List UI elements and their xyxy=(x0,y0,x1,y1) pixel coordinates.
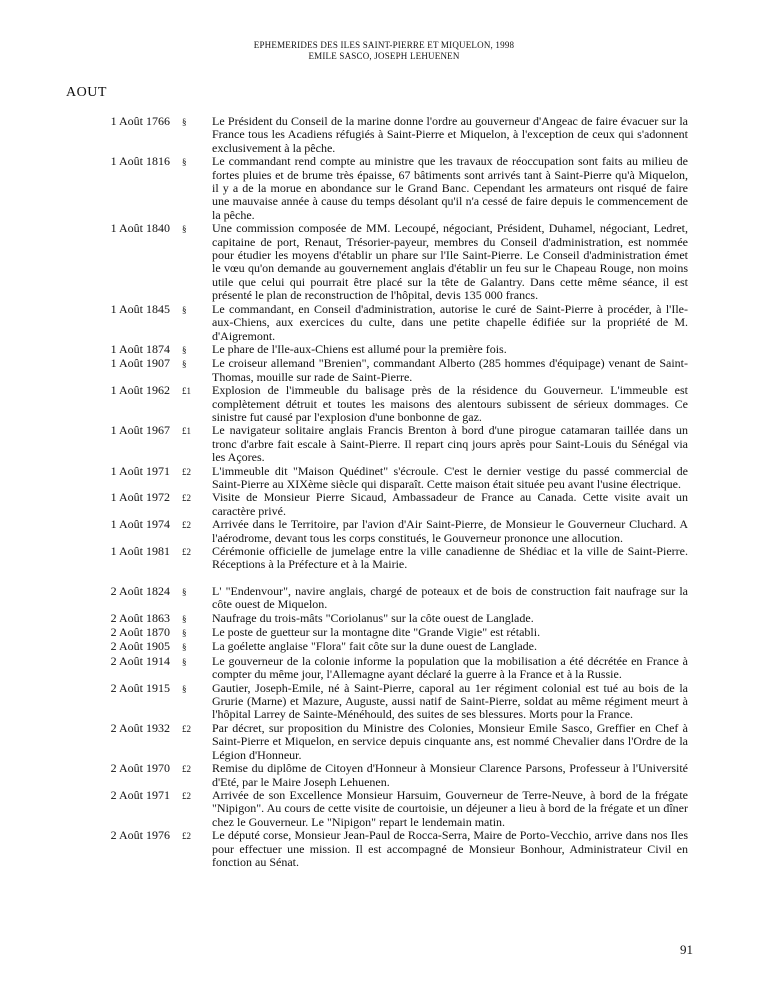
entry-row xyxy=(0,491,768,518)
entry-text: Arrivée de son Excellence Monsieur Harsuim, Gouverneur de Terre-Neuve, à bord de la frégate "Nipigon". Au cours de cette visite de courtoisie, un déjeuner a lieu à bord de la frégate et un dîner chez le Gouverneur. Le "Nipigon" repart le lendemain matin. xyxy=(212,787,688,829)
entry-row xyxy=(0,222,768,302)
entry-date: 2 Août 1970 xyxy=(110,761,170,776)
entry-row xyxy=(0,682,768,722)
entry-date: 1 Août 1974 xyxy=(110,517,170,532)
entry-text: Le député corse, Monsieur Jean-Paul de Rocca-Serra, Maire de Porto-Vecchio, arrive dans nos Iles pour effectuer une mission. Il est accompagné de Monsieur Bonhour, Administrateur Civil en fonction au Sénat. xyxy=(212,828,688,869)
entry-row xyxy=(0,465,768,492)
section-title: AOUT xyxy=(66,85,107,100)
entry-row xyxy=(0,626,768,640)
entry-gap xyxy=(0,572,768,585)
entry-code: £2 xyxy=(182,723,191,734)
entry-code: § xyxy=(182,359,187,370)
entry-row xyxy=(0,762,768,789)
entry-date: 2 Août 1863 xyxy=(110,610,170,625)
entry-text: La goélette anglaise "Flora" fait côte sur la dune ouest de Langlade. xyxy=(212,639,538,654)
entry-row xyxy=(0,357,768,384)
entry-date: 2 Août 1914 xyxy=(110,653,170,668)
entry-code: £1 xyxy=(182,426,191,437)
entry-row xyxy=(0,545,768,572)
entry-row xyxy=(0,303,768,343)
entry-text: Une commission composée de MM. Lecoupé, négociant, Président, Duhamel, négociant, Ledret, capitaine de port, Renaut, Trésorier-payeur, membres du Conseil d'administration, est nommée pour étudier les moyens d'établir un phare sur l'Ile Saint-Pierre. Le Conseil d'administration émet le vœu qu'on demande au gouvernement anglais d'établir un feu sur le Chapeau Rouge, non moins utile que celui qui pourrait être placé sur la tête de Galantry. Dans cette même séance, il est présenté le plan de reconstruction de l'hôpital, devis 135 000 francs. xyxy=(212,221,688,303)
entry-code: § xyxy=(182,683,187,694)
entry-code: § xyxy=(182,656,187,667)
entry-date: 1 Août 1840 xyxy=(110,221,170,236)
entry-code: £2 xyxy=(182,493,191,504)
entry-row xyxy=(0,722,768,762)
entry-date: 1 Août 1766 xyxy=(110,114,170,128)
entry-row xyxy=(0,155,768,222)
entry-code: § xyxy=(182,344,187,355)
entry-row xyxy=(0,384,768,424)
entry-code: § xyxy=(182,642,187,653)
entry-code: £1 xyxy=(182,386,191,397)
entry-date: 2 Août 1932 xyxy=(110,720,170,735)
header-title: EPHEMERIDES DES ILES SAINT-PIERRE ET MIQUELON, 1998 xyxy=(253,40,515,50)
entry-date: 2 Août 1976 xyxy=(110,828,170,843)
entry-code: § xyxy=(182,224,187,235)
entry-text: Remise du diplôme de Citoyen d'Honneur à Monsieur Clarence Parsons, Professeur à l'Université d'Eté, par le Maire Joseph Lehuenen. xyxy=(212,761,688,789)
entry-date: 1 Août 1845 xyxy=(110,301,170,316)
entry-date: 2 Août 1905 xyxy=(110,639,170,654)
header-authors: EMILE SASCO, JOSEPH LEHUENEN xyxy=(308,51,460,61)
entry-code: £2 xyxy=(182,466,191,477)
entry-text: Arrivée dans le Territoire, par l'avion d'Air Saint-Pierre, de Monsieur le Gouverneur Cluchard. A l'aérodrome, devant tous les corps constitués, le Gouverneur prononce une allocution. xyxy=(212,517,688,545)
entry-text: L'immeuble dit "Maison Quédinet" s'écroule. C'est le dernier vestige du passé commercial de Saint-Pierre au XIXème siècle qui disparaît. Cette maison était située peu avant l'usine électrique. xyxy=(212,463,688,491)
entry-date: 1 Août 1981 xyxy=(110,544,170,558)
entry-text: Le commandant rend compte au ministre que les travaux de réoccupation sont faits au milieu de fortes pluies et de brume très épaisse, 67 bâtiments sont arrivés tant à Saint-Pierre qu'à Miquelon, il y a de la morue en abondance sur le Grand Banc. Cependant les armateurs ont risqué de faire une mauvaise année à cause du temps désolant qu'il n'a cessé de faire depuis le commencement de la pêche. xyxy=(212,154,688,222)
entry-text: Explosion de l'immeuble du balisage près de la résidence du Gouverneur. L'immeuble est complètement détruit et toutes les maisons des alentours subissent de sérieux dommages. Ce sinistre fut causé par l'explosion d'une bonbonne de gaz. xyxy=(212,383,688,424)
entry-date: 2 Août 1824 xyxy=(110,583,170,598)
entry-code: £2 xyxy=(182,790,191,801)
entry-text: Le gouverneur de la colonie informe la population que la mobilisation a été décrétée en France à compter du même jour, l'Allemagne ayant déclaré la guerre à la France et à la Russie. xyxy=(212,653,688,682)
entry-text: L' "Endenvour", navire anglais, chargé de poteaux et de bois de construction fait naufrage sur la côte ouest de Miquelon. xyxy=(212,583,688,612)
entry-code: § xyxy=(182,613,187,624)
entry-date: 2 Août 1915 xyxy=(110,680,170,695)
entry-row xyxy=(0,343,768,357)
entry-row xyxy=(0,115,768,155)
entry-date: 1 Août 1971 xyxy=(110,463,170,478)
entry-row xyxy=(0,612,768,626)
page-header xyxy=(0,40,768,62)
entry-text: Le Président du Conseil de la marine donne l'ordre au gouverneur d'Angeac de faire évacuer sur la France tous les Acadiens réfugiés à Saint-Pierre et Miquelon, à l'exception de ceux qui s'adonnent exclusivement à la pêche. xyxy=(212,114,688,155)
entry-date: 2 Août 1870 xyxy=(110,625,170,640)
entry-code: § xyxy=(182,304,187,315)
page-number: 91 xyxy=(680,942,693,957)
entry-code: § xyxy=(182,628,187,639)
entry-text: Le phare de l'Ile-aux-Chiens est allumé pour la première fois. xyxy=(212,341,507,356)
entry-text: Naufrage du trois-mâts "Coriolanus" sur la côte ouest de Langlade. xyxy=(212,610,534,625)
entry-text: Le navigateur solitaire anglais Francis Brenton à bord d'une pirogue catamaran taillée dans un tronc d'arbre fait escale à Saint-Pierre. Il repart cinq jours après pour Saint-Louis du Sénégal via les Açores. xyxy=(212,423,688,465)
entry-code: § xyxy=(182,157,187,168)
entry-row xyxy=(0,518,768,545)
entry-text: Cérémonie officielle de jumelage entre la ville canadienne de Shédiac et la ville de Saint-Pierre. Réceptions à la Préfecture et à la Mairie. xyxy=(212,544,688,572)
entry-text: Le poste de guetteur sur la montagne dite "Grande Vigie" est rétabli. xyxy=(212,625,541,640)
entry-row xyxy=(0,640,768,654)
entry-date: 1 Août 1907 xyxy=(110,356,170,371)
entry-text: Le croiseur allemand "Brenien", commandant Alberto (285 hommes d'équipage) venant de Saint-Thomas, mouille sur rade de Saint-Pierre. xyxy=(212,356,688,384)
entry-text: Par décret, sur proposition du Ministre des Colonies, Monsieur Emile Sasco, Greffier en Chef à Saint-Pierre et Miquelon, en service depuis cinquante ans, est nommé Chevalier dans l'Ordre de la Légion d'Honneur. xyxy=(212,720,688,762)
entry-date: 1 Août 1962 xyxy=(110,383,170,398)
entry-code: £2 xyxy=(182,831,191,842)
entry-text: Gautier, Joseph-Emile, né à Saint-Pierre, caporal au 1er régiment colonial est tué au bois de la Grurie (Marne) et Mazure, Auguste, aussi natif de Saint-Pierre, soldat au même régiment meurt à l'hôpital Larrey de Sainte-Ménéhould, des suites de ses blessures. Morts pour la France. xyxy=(212,680,688,722)
entry-code: § xyxy=(182,586,187,597)
entry-row xyxy=(0,424,768,464)
entry-text: Visite de Monsieur Pierre Sicaud, Ambassadeur de France au Canada. Cette visite avait un caractère privé. xyxy=(212,490,688,518)
entry-date: 2 Août 1971 xyxy=(110,787,170,802)
entry-date: 1 Août 1816 xyxy=(110,154,170,169)
entry-row xyxy=(0,789,768,829)
entry-code: £2 xyxy=(182,547,191,557)
entry-code: § xyxy=(182,117,187,127)
entry-date: 1 Août 1874 xyxy=(110,341,170,356)
entries-list xyxy=(0,115,768,869)
entry-code: £2 xyxy=(182,520,191,531)
entry-date: 1 Août 1972 xyxy=(110,490,170,505)
entry-date: 1 Août 1967 xyxy=(110,423,170,438)
entry-text: Le commandant, en Conseil d'administration, autorise le curé de Saint-Pierre à procéder, à l'Ile-aux-Chiens, aux exercices du culte, dans une petite chapelle édifiée sur la propriété de M. d'Aigremont. xyxy=(212,301,688,343)
entry-row xyxy=(0,585,768,612)
entry-row xyxy=(0,655,768,682)
entry-row xyxy=(0,829,768,869)
entry-code: £2 xyxy=(182,764,191,775)
